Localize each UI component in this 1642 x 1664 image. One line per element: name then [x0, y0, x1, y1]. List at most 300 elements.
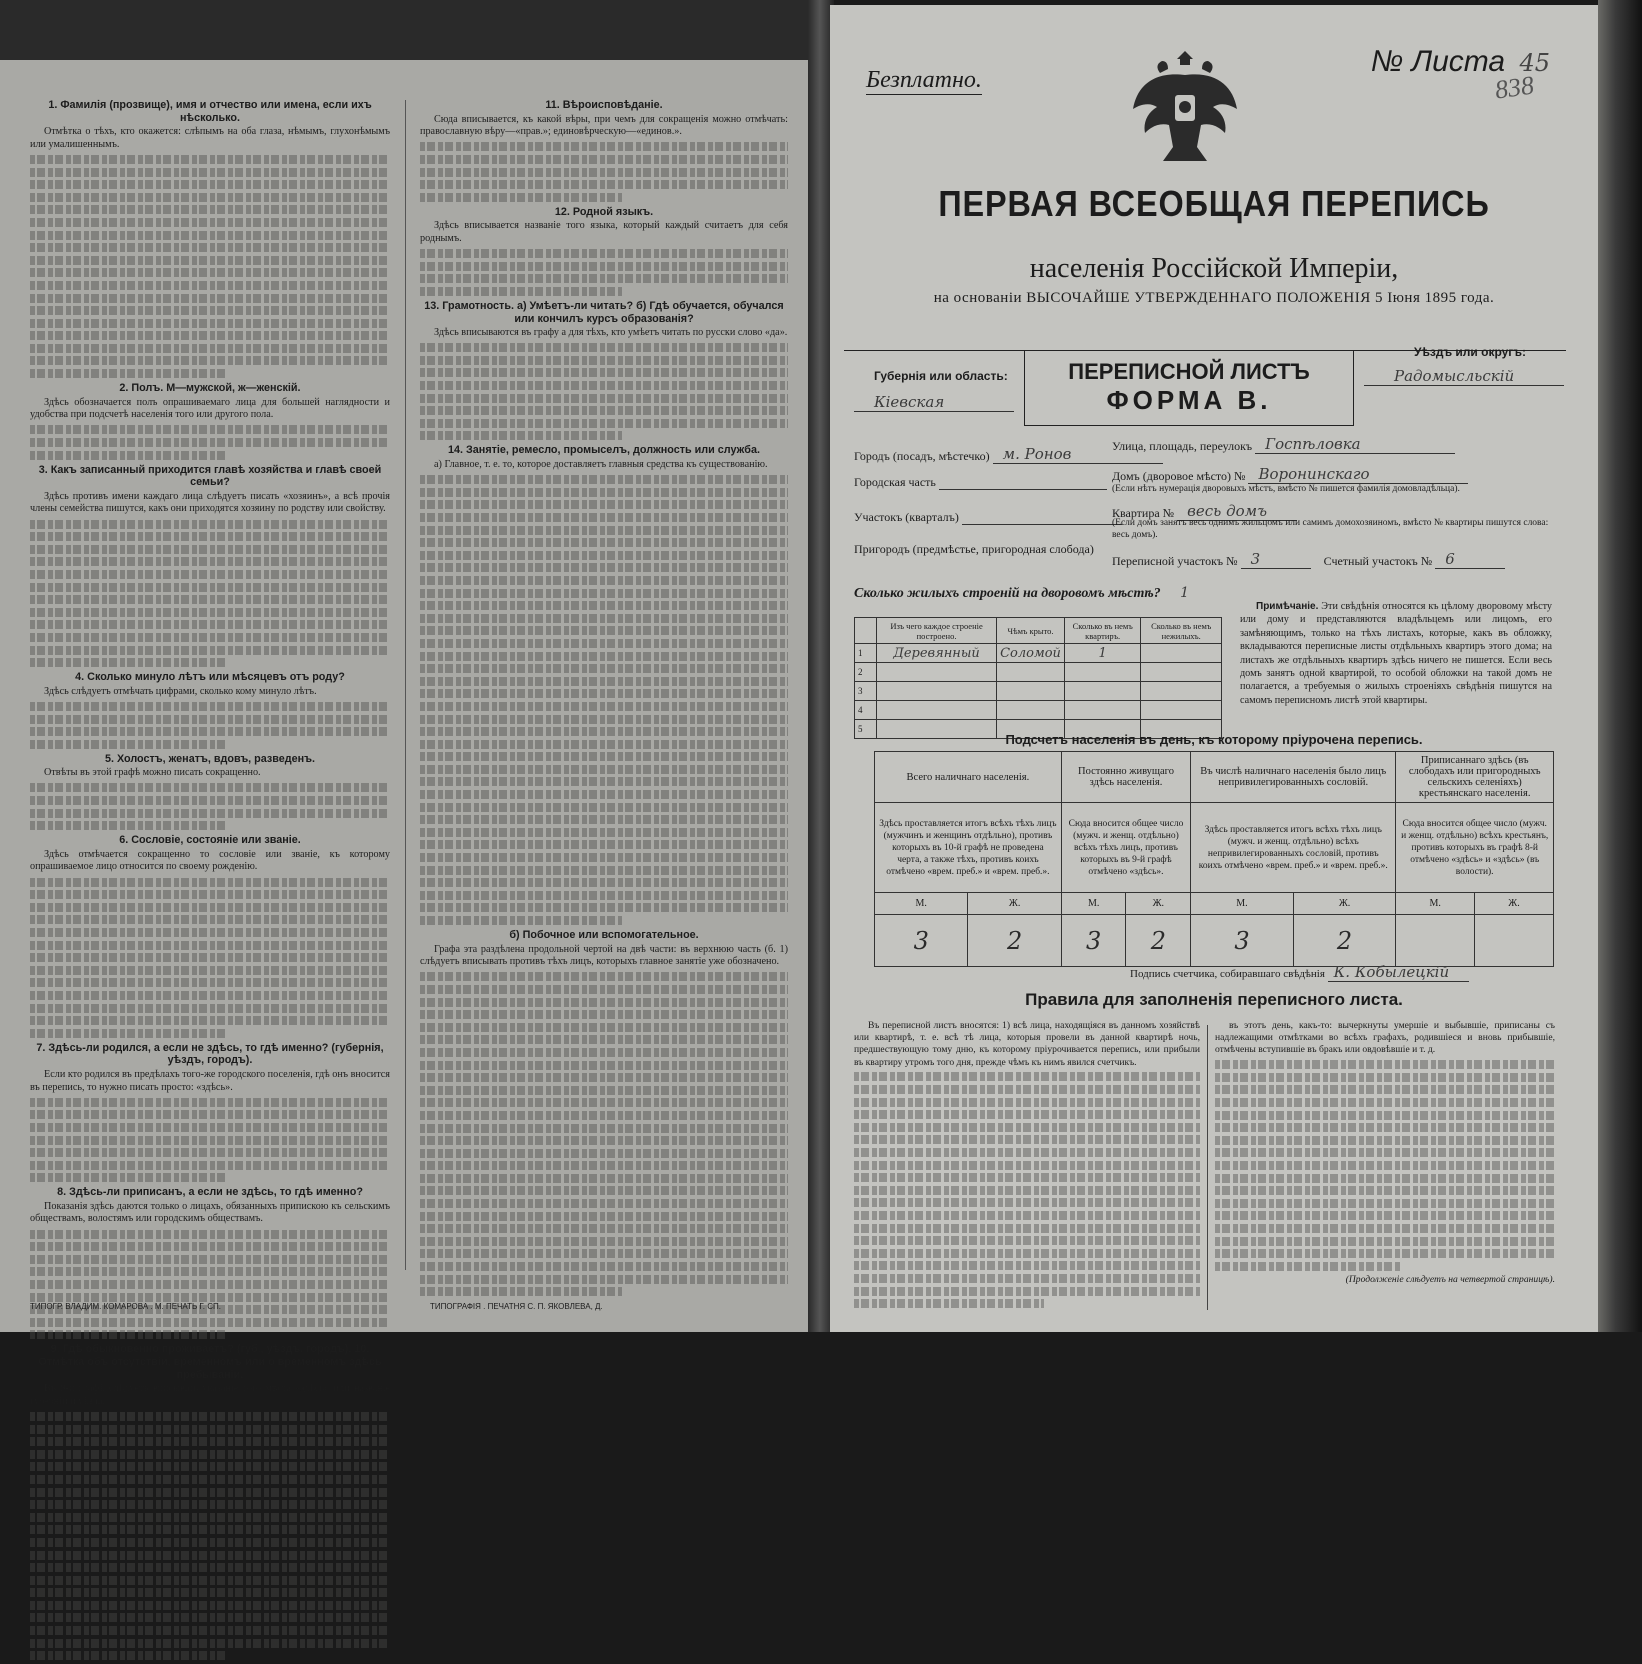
section-text-line — [420, 381, 788, 390]
section-text-line — [420, 815, 788, 824]
male-count: 3 — [875, 915, 968, 967]
section-text-line — [420, 1010, 788, 1019]
female-header: Ж. — [1293, 893, 1396, 915]
section-heading: 6. Сословіе, состояніе или званіе. — [119, 834, 301, 847]
rules-column-2 — [1215, 1020, 1555, 1287]
section-text-line — [30, 658, 228, 667]
form-header — [844, 345, 1566, 428]
buildings-table — [854, 617, 1222, 739]
female-count — [1475, 915, 1554, 967]
section-text-line — [30, 583, 390, 592]
rules-text-line — [1215, 1224, 1555, 1233]
precinct-field — [854, 510, 1122, 525]
city-part-label: Городская часть — [854, 475, 936, 489]
section-text-line — [30, 903, 390, 912]
background-top-left — [0, 0, 812, 60]
male-header: М. — [1061, 893, 1126, 915]
buildings-cell-material — [877, 701, 997, 720]
section-text-line — [30, 740, 228, 749]
buildings-cell-n: 4 — [855, 701, 877, 720]
double-headed-eagle-icon — [1130, 45, 1240, 175]
section-text-line — [30, 344, 390, 353]
counting-district-value: 6 — [1435, 550, 1505, 569]
male-header: М. — [1396, 893, 1475, 915]
section-text-line — [420, 1048, 788, 1057]
section-text-line — [420, 475, 788, 484]
section-heading: 8. Здѣсь-ли приписанъ, а если не здѣсь, то гдѣ именно? — [57, 1186, 363, 1199]
section-text-line — [30, 294, 390, 303]
section-text-line — [420, 1199, 788, 1208]
rules-text-line — [1215, 1211, 1555, 1220]
section-text-line — [420, 1111, 788, 1120]
signature-label: Подпись счетчика, собиравшаго свѣдѣнія — [1130, 968, 1325, 980]
section-text-line — [30, 727, 390, 736]
rules-text-line — [854, 1224, 1200, 1233]
count-desc-nonprivileged: Здѣсь проставляется итогъ всѣхъ тѣхъ лицъ (мужч. и женщ. отдѣльно) всѣхъ непривилегированныхъ сословій, противъ коихъ отмѣчено «врем. преб.» и «врем. преб.». — [1191, 803, 1396, 893]
section-heading: 5. Холостъ, женатъ, вдовъ, разведенъ. — [104, 752, 316, 765]
form-title: ПЕРЕПИСНОЙ ЛИСТЪ — [1068, 359, 1310, 384]
section-text-line — [420, 1237, 788, 1246]
instructions-column-1 — [30, 95, 390, 1664]
section-text-line — [30, 1110, 390, 1119]
section-text-line — [420, 1161, 788, 1170]
section-text-line — [30, 356, 390, 365]
section-text-line — [30, 1651, 228, 1660]
section-text-line — [30, 438, 390, 447]
section-text-line — [420, 765, 788, 774]
buildings-col-extra: Сколько въ немъ нежилыхъ. — [1141, 618, 1222, 644]
section-text-line — [30, 306, 390, 315]
section-text-line — [420, 702, 788, 711]
section-text-line — [30, 1123, 390, 1132]
rules-text-line — [854, 1274, 1200, 1283]
census-form-page — [830, 5, 1598, 1332]
count-desc-permanent: Сюда вносится общее число (мужч. и женщ. отдѣльно) всѣхъ тѣхъ лицъ, противъ которыхъ въ 9-й графѣ отмѣчено «здѣсь». — [1061, 803, 1190, 893]
section-text-line — [420, 274, 788, 283]
section-text-line — [420, 419, 788, 428]
section-text-line — [30, 180, 390, 189]
female-header: Ж. — [968, 893, 1061, 915]
buildings-row — [855, 663, 1222, 682]
buildings-cell-roof — [997, 701, 1065, 720]
buildings-cell-apts — [1064, 682, 1140, 701]
section-text-line — [420, 626, 788, 635]
population-count-table — [874, 751, 1554, 967]
section-text-line — [420, 1023, 788, 1032]
rules-text-line — [854, 1211, 1200, 1220]
section-text-line — [30, 646, 390, 655]
buildings-cell-extra — [1141, 682, 1222, 701]
rules-text-line — [1215, 1123, 1555, 1132]
section-text-line — [420, 601, 788, 610]
section-text-line — [30, 1563, 390, 1572]
section-text-line — [420, 1086, 788, 1095]
section-text-line — [420, 853, 788, 862]
section-heading: б) Побочное или вспомогательное. — [509, 929, 699, 941]
rules-text-line — [854, 1299, 1044, 1308]
house-note: (Если нѣтъ нумерація дворовыхъ мѣстъ, вмѣсто № пишется фамилія домовладѣльца). — [1112, 484, 1460, 494]
section-text-line — [420, 972, 788, 981]
section-text-line — [420, 538, 788, 547]
section-text-line — [30, 1029, 228, 1038]
rules-text-line — [854, 1072, 1200, 1081]
buildings-cell-roof — [997, 682, 1065, 701]
section-text-line — [30, 953, 390, 962]
section-text-line — [30, 941, 390, 950]
street-value: Госпѣловка — [1255, 435, 1455, 454]
house-field — [1112, 465, 1468, 484]
district-value: Радомысльскій — [1364, 367, 1564, 386]
section-text-line — [30, 1016, 390, 1025]
rules-col1-lead: Въ переписной листъ вносятся: 1) всѣ лица, находящіяся въ данномъ хозяйствѣ или квартирѣ, т. е. всѣ тѣ лица, которыя провели въ данной квартирѣ ночь, предшествующую тому дню, къ которому пріурочивается перепись, или прибыли въ квартиру утромъ того дня, прежде чѣмъ къ нимъ явился счетчикъ. — [854, 1020, 1200, 1068]
buildings-cell-apts — [1064, 701, 1140, 720]
section-text: Въ 9-й графѣ слѣдуетъ вписывать указаніе того мѣста «здѣсь» или названіе губерніи и уѣзда. — [30, 1383, 390, 1407]
section-text-line — [420, 287, 622, 296]
census-district-field — [1112, 550, 1505, 569]
section-text-line — [30, 570, 390, 579]
section-text-line — [30, 369, 228, 378]
section-text-line — [30, 1437, 390, 1446]
section-text-line — [30, 1280, 390, 1289]
rules-text-line — [854, 1261, 1200, 1270]
section-text-line — [30, 702, 390, 711]
buildings-note — [1240, 600, 1552, 707]
count-head-nonprivileged: Въ числѣ наличнаго населенія было лицъ непривилегированныхъ сословій. — [1191, 752, 1396, 803]
section-text-line — [420, 249, 788, 258]
section-text: Здѣсь противъ имени каждаго лица слѣдуетъ писать «хозяинъ», а всѣ прочія члены семейства пишутся, какъ они приходятся хозяину по родству или свойству. — [30, 490, 390, 515]
precinct-value — [962, 511, 1122, 525]
rules-column-1 — [854, 1020, 1200, 1312]
section-text-line — [420, 1035, 788, 1044]
section-heading: 1. Фамилія (прозвище), имя и отчество или имена, если ихъ нѣсколько. — [48, 99, 372, 124]
house-label: Домъ (дворовое мѣсто) № — [1112, 469, 1246, 483]
female-count: 2 — [1126, 915, 1191, 967]
apartment-label: Квартира № — [1112, 506, 1175, 520]
instructions-column-2 — [420, 95, 788, 1300]
section-text-line — [30, 1462, 390, 1471]
section-text-line — [420, 526, 788, 535]
section-text-line — [30, 1450, 390, 1459]
city-part-value — [939, 476, 1107, 490]
section-text-line — [30, 231, 390, 240]
section-text-line — [420, 406, 788, 415]
section-text-line — [30, 620, 390, 629]
section-heading: 2. Полъ. М—мужской, ж—женскій. — [119, 382, 301, 395]
section-text: Сюда вписывается, къ какой вѣры, при чемъ для сокращенія можно отмѣчать: православную вѣру—«прав.»; единовѣрческую—«единов.». — [420, 113, 788, 138]
section-text-line — [30, 1318, 390, 1327]
counting-district-label: Счетный участокъ № — [1323, 554, 1433, 568]
section-text-line — [420, 866, 788, 875]
section-text-line — [420, 777, 788, 786]
section-text-line — [420, 1224, 788, 1233]
section-text-line — [420, 878, 788, 887]
rules-text-line — [854, 1287, 1200, 1296]
apartment-value: весь домъ — [1177, 502, 1297, 521]
male-header: М. — [875, 893, 968, 915]
section-text-line — [30, 1513, 390, 1522]
section-text: Отвѣты въ этой графѣ можно писать сокращенно. — [44, 767, 261, 779]
section-text-line — [30, 1173, 228, 1182]
buildings-cell-n: 1 — [855, 644, 877, 663]
count-head-permanent: Постоянно живущаго здѣсь населенія. — [1061, 752, 1190, 803]
rules-text-line — [1215, 1098, 1555, 1107]
rules-text-line — [1215, 1148, 1555, 1157]
section-text-line — [30, 243, 390, 252]
section-text: Здѣсь вписывается названіе того языка, который каждый считаетъ для себя роднымъ. — [420, 220, 788, 244]
section-heading: 14. Занятіе, ремесло, промыселъ, должность или служба. — [448, 444, 760, 457]
buildings-cell-extra — [1141, 663, 1222, 682]
buildings-cell-material — [877, 663, 997, 682]
count-desc-peasant: Сюда вносится общее число (мужч. и женщ. отдѣльно) всѣхъ крестьянъ, противъ которыхъ въ графѣ 8-й отмѣчено «здѣсь» и «здѣсь» (въ волости). — [1396, 803, 1554, 893]
section-text-line — [420, 142, 788, 151]
section-text-line — [420, 639, 788, 648]
section-text-line — [30, 520, 390, 529]
buildings-row — [855, 644, 1222, 663]
section-text-line — [420, 1249, 788, 1258]
section-text-line — [420, 168, 788, 177]
census-district-label: Переписной участокъ № — [1112, 554, 1238, 568]
section-text-line — [420, 998, 788, 1007]
section-text-line — [30, 1136, 390, 1145]
buildings-cell-extra — [1141, 644, 1222, 663]
section-text-line — [30, 451, 228, 460]
enumerator-signature — [1130, 963, 1469, 981]
count-head-total: Всего наличнаго населенія. — [875, 752, 1062, 803]
buildings-count: 1 — [1180, 585, 1190, 601]
printer-footer-right: ТИПОГРАФІЯ . ПЕЧАТНЯ С. П. ЯКОВЛЕВА, Д. — [430, 1302, 603, 1311]
count-desc-total: Здѣсь проставляется итогъ всѣхъ тѣхъ лицъ (мужчинъ и женщинъ отдѣльно), противъ которыхъ въ 10-й графѣ не проведена черта, а также тѣхъ, противъ коихъ отмѣчено «врем. преб.» и «врем. преб.». — [875, 803, 1062, 893]
rules-text-line — [1215, 1262, 1402, 1271]
section-text-line — [420, 1186, 788, 1195]
section-text-line — [30, 1613, 390, 1622]
section-text-line — [30, 915, 390, 924]
sheet-number-value: 45 — [1519, 49, 1550, 77]
section-text-line — [420, 891, 788, 900]
rules-text-line — [854, 1249, 1200, 1258]
rules-text-line — [1215, 1060, 1555, 1069]
section-text-line — [30, 1425, 390, 1434]
section-text-line — [420, 664, 788, 673]
section-text-line — [30, 991, 390, 1000]
column-divider — [405, 100, 406, 1270]
section-heading: 3. Какъ записанный приходится главѣ хозяйства и главѣ своей семьи? — [38, 463, 382, 489]
buildings-col-material: Изъ чего каждое строеніе построено. — [877, 618, 997, 644]
section-text: Здѣсь обозначается полъ опрашиваемаго лица для большей наглядности и удобства при подсчетѣ населенія того или другого пола. — [30, 396, 390, 421]
district-label: Уѣздъ или округъ: — [1414, 345, 1527, 359]
buildings-cell-apts — [1064, 663, 1140, 682]
section-text-line — [30, 966, 390, 975]
section-text-line — [420, 727, 788, 736]
section-text-line — [420, 513, 788, 522]
section-text-line — [30, 1148, 390, 1157]
section-text-line — [420, 677, 788, 686]
section-text-line — [30, 1475, 390, 1484]
section-text-line — [420, 689, 788, 698]
section-heading: 13. Грамотность. а) Умѣетъ-ли читать? б) Гдѣ обучается, обучался или кончилъ курсъ образованія? — [424, 299, 784, 325]
rules-divider — [1207, 1025, 1208, 1310]
section-text-line — [30, 1576, 390, 1585]
section-text: Если кто родился въ предѣлахъ того-же городского поселенія, гдѣ онъ вносится въ перепись, то нужно писать просто: «здѣсь». — [30, 1068, 390, 1093]
rules-text-line — [1215, 1186, 1555, 1195]
section-text-line — [420, 740, 788, 749]
legal-basis: на основаніи ВЫСОЧАЙШЕ УТВЕРЖДЕННАГО ПОЛОЖЕНІЯ 5 Іюня 1895 года. — [933, 290, 1495, 306]
section-text-line — [420, 985, 788, 994]
section-text-line — [30, 1255, 390, 1264]
section-text-line — [30, 1588, 390, 1597]
section-text-line — [30, 1293, 390, 1302]
section-text-line — [30, 319, 390, 328]
rules-text-line — [854, 1198, 1200, 1207]
section-text-line — [420, 1073, 788, 1082]
section-text-line — [30, 1412, 390, 1421]
free-label: Безплатно. — [866, 67, 982, 93]
section-text-line — [420, 828, 788, 837]
section-text-line — [30, 532, 390, 541]
rules-text-line — [854, 1098, 1200, 1107]
census-district-value: 3 — [1241, 550, 1311, 569]
section-text-line — [30, 608, 390, 617]
section-text-line — [30, 595, 390, 604]
section-text-line — [30, 155, 390, 164]
section-text-line — [420, 916, 622, 925]
buildings-cell-roof — [997, 663, 1065, 682]
section-text-line — [30, 1551, 390, 1560]
house-value: Воронинскаго — [1248, 465, 1468, 484]
section-text: Здѣсь вписываются въ графу а для тѣхъ, кто умѣетъ читать по русски слово «да». — [434, 327, 788, 339]
section-text-line — [420, 652, 788, 661]
section-text-line — [30, 1525, 390, 1534]
city-label: Городъ (посадъ, мѣстечко) — [854, 449, 990, 463]
section-text-line — [30, 1230, 390, 1239]
city-part-field — [854, 475, 1107, 490]
section-text-line — [30, 890, 390, 899]
male-count: 3 — [1061, 915, 1126, 967]
section-text-line — [420, 790, 788, 799]
section-text-line — [30, 796, 390, 805]
section-text-line — [30, 783, 390, 792]
section-text-line — [30, 633, 390, 642]
buildings-col-num — [855, 618, 877, 644]
section-text-line — [30, 1098, 390, 1107]
rules-text-line — [854, 1186, 1200, 1195]
population-count-title: Подсчетъ населенія въ день, къ которому пріурочена перепись. — [1005, 732, 1423, 747]
province-label: Губернія или область: — [874, 369, 1008, 383]
section-text-line — [30, 821, 228, 830]
section-heading: 4. Сколько минуло лѣтъ или мѣсяцевъ отъ роду? — [75, 671, 345, 684]
rules-text-line — [854, 1148, 1200, 1157]
buildings-cell-material: Деревянный — [877, 644, 997, 663]
rules-text-line — [1215, 1073, 1555, 1082]
section-text-line — [420, 488, 788, 497]
section-text-line — [420, 394, 788, 403]
section-text-line — [30, 1330, 228, 1339]
left-page — [0, 60, 812, 1407]
buildings-col-apts: Сколько въ немъ квартиръ. — [1064, 618, 1140, 644]
section-text-line — [420, 903, 788, 912]
section-text-line — [30, 1538, 390, 1547]
city-value: м. Ронов — [993, 445, 1163, 464]
section-text-line — [420, 576, 788, 585]
buildings-cell-n: 5 — [855, 720, 877, 739]
section-text-line — [420, 1287, 622, 1296]
buildings-row — [855, 682, 1222, 701]
rules-text-line — [1215, 1174, 1555, 1183]
rules-col2-lead: въ этотъ день, какъ-то: вычеркнуты умершіе и выбывшіе, приписаны съ надлежащими отмѣтками во всѣхъ графахъ, родившіеся и вновь прибывшіе, отмѣчены вступившіе въ бракъ или овдовѣвшіе и т. д. — [1215, 1020, 1555, 1056]
section-text: Здѣсь отмѣчается сокращенно то сословіе или званіе, къ которому опрашиваемое лицо относится по своему рожденію. — [30, 848, 390, 873]
section-text-line — [420, 840, 788, 849]
rules-text-line — [854, 1110, 1200, 1119]
count-head-peasant: Приписаннаго здѣсь (въ слободахъ или пригородныхъ сельскихъ селеніяхъ) крестьянскаго населенія. — [1396, 752, 1554, 803]
section-text-line — [420, 1098, 788, 1107]
female-count: 2 — [968, 915, 1061, 967]
female-header: Ж. — [1126, 893, 1191, 915]
rules-text-line — [1215, 1085, 1555, 1094]
section-text-line — [420, 752, 788, 761]
archive-number: 838 — [1493, 70, 1536, 105]
section-text-line — [420, 180, 788, 189]
section-text-line — [420, 500, 788, 509]
section-text-line — [420, 563, 788, 572]
section-text-line — [420, 1149, 788, 1158]
section-text-line — [420, 614, 788, 623]
section-text-line — [30, 1601, 390, 1610]
male-count: 3 — [1191, 915, 1294, 967]
suburb-label: Пригородъ (предмѣстье, пригородная слобода) — [854, 542, 1094, 556]
rules-text-line — [854, 1135, 1200, 1144]
buildings-cell-n: 2 — [855, 663, 877, 682]
rules-text-line — [854, 1236, 1200, 1245]
section-text-line — [30, 1242, 390, 1251]
buildings-question-text: Сколько жилыхъ строеній на дворовомъ мѣстѣ? — [854, 586, 1161, 601]
section-text-line — [30, 1004, 390, 1013]
census-title: ПЕРВАЯ ВСЕОБЩАЯ ПЕРЕПИСЬ — [938, 183, 1490, 224]
page-stack-edge — [1598, 0, 1642, 1332]
sheet-number-label: № Листа — [1370, 45, 1506, 78]
section-text-line — [420, 343, 788, 352]
section-text-line — [30, 281, 390, 290]
rules-text-line — [854, 1173, 1200, 1182]
section-heading: 7. Здѣсь-ли родился, а если не здѣсь, то гдѣ именно? (губернія, уѣздъ, городъ). — [36, 1041, 384, 1067]
rules-text-line — [1215, 1161, 1555, 1170]
section-text: а) Главное, т. е. то, которое доставляетъ главныя средства къ существованію. — [434, 459, 768, 471]
section-text-line — [420, 368, 788, 377]
section-text-line — [30, 1500, 390, 1509]
section-text-line — [420, 1174, 788, 1183]
section-text-line — [30, 1267, 390, 1276]
section-text-line — [30, 331, 390, 340]
street-field — [1112, 435, 1455, 454]
section-heading: 12. Родной языкъ. — [554, 205, 654, 218]
buildings-cell-apts: 1 — [1064, 644, 1140, 663]
section-text: Графа эта раздѣлена продольной чертой на двѣ части: въ верхнюю часть (б. 1) слѣдуетъ вписывать противъ тѣхъ лицъ, которыхъ главное занятіе уже обозначено. — [420, 943, 788, 968]
form-subtitle: ФОРМА В. — [1106, 385, 1272, 415]
male-header: М. — [1191, 893, 1294, 915]
buildings-row — [855, 701, 1222, 720]
rules-text-line — [1215, 1237, 1555, 1246]
section-text-line — [30, 256, 390, 265]
buildings-question — [854, 585, 1189, 602]
section-text-line — [420, 715, 788, 724]
section-text-line — [420, 551, 788, 560]
section-text-line — [30, 978, 390, 987]
suburb-field — [854, 542, 1094, 557]
buildings-note-text: Эти свѣдѣнія относятся къ цѣлому дворовому мѣсту или дому и представляются владѣльцемъ или лицомъ, его замѣняющимъ, только на тѣхъ листахъ, которые, какъ въ обложку, вкладываются переписные листы отдѣльныхъ квартиръ этого дома; на листахъ же отдѣльныхъ квартиръ здѣсь ничего не пишется. Если весь домъ занятъ одной квартирой, то особой обложки на такой домъ не полагается, а требуемыя о жилыхъ строеніяхъ свѣдѣнія пишутся на самомъ переписномъ листѣ этой квартиры. — [1240, 601, 1553, 706]
section-text-line — [30, 1626, 390, 1635]
section-text-line — [420, 262, 788, 271]
female-header: Ж. — [1475, 893, 1554, 915]
section-text: Отмѣтка о тѣхъ, кто окажется: слѣпымъ на оба глаза, нѣмымъ, глухонѣмымъ или умалишеннымъ. — [30, 126, 390, 150]
rules-title: Правила для заполненія переписного листа. — [1025, 990, 1403, 1009]
